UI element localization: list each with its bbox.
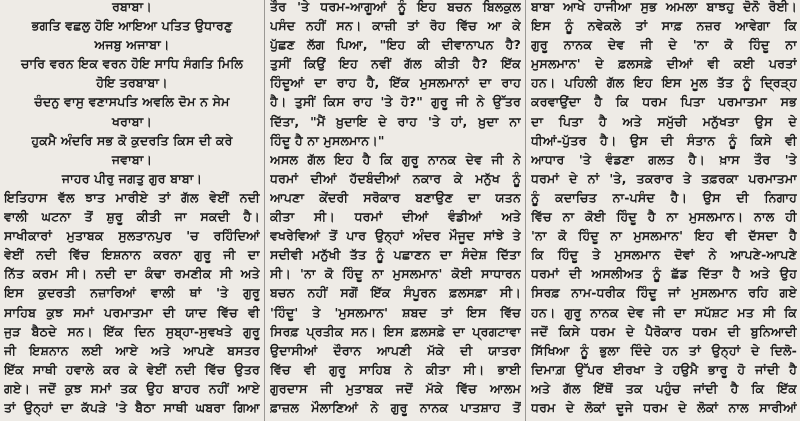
text-line: ਖਰਾਬਾ। bbox=[112, 113, 152, 129]
text-line: ਵਿੱਚ ਨਾ ਕੋਈ ਹਿੰਦੂ ਹੈ ਨਾ ਮੁਸਲਮਾਨ। ਨਾਲ ਹੀ bbox=[531, 209, 797, 225]
text-line: ਸਦੀਵੀ ਮਨੁੱਖੀ ਤੱਤ ਨੂੰ ਪਛਾਣਨ ਦਾ ਸੰਦੇਸ਼ ਦਿੱਤਾ bbox=[270, 247, 521, 263]
text-line: ਵਖਰੇਵਿਆਂ ਤੋਂ ਪਾਰ ਉਨ੍ਹਾਂ ਅੰਦਰ ਮੌਜੂਦ ਸਾਂਝੇ ਤੇ bbox=[270, 228, 521, 244]
text-line: ਜਾਹਰ ਪੀਰੁ ਜਗਤੁ ਗੁਰ ਬਾਬਾ। bbox=[61, 170, 203, 186]
text-line: ਤੁਸੀਂ ਕਿਉਂ ਇਹ ਨਵੀਂ ਗੱਲ ਕੀਤੀ ਹੈ? ਇੱਕ bbox=[270, 56, 521, 72]
text-line: ਹੈ। ਤੁਸੀਂ ਕਿਸ ਰਾਹ 'ਤੇ ਹੋ?" ਗੁਰੂ ਜੀ ਨੇ ਉੱਤਰ bbox=[270, 94, 521, 110]
text-line: ਮੁਸਲਮਾਨ' ਦੇ ਫ਼ਲਸਫ਼ੇ ਦੀਆਂ ਵੀ ਕਈ ਪਰਤਾਂ bbox=[531, 56, 797, 72]
text-line: ਉਦਾਸੀਆਂ ਦੌਰਾਨ ਆਪਣੀ ਮੱਕੇ ਦੀ ਯਾਤਰਾ bbox=[270, 342, 521, 358]
text-line: ਧਰਮ ਦੇ ਲੋਕਾਂ ਦੂਜੇ ਧਰਮ ਦੇ ਲੋਕਾਂ ਨਾਲ ਸਾਰੀਆਂ bbox=[531, 399, 797, 415]
text-line: ਸਿਰਫ਼ ਪ੍ਰਤੀਕ ਸਨ। ਇਸ ਫ਼ਲਸਫ਼ੇ ਦਾ ਪ੍ਰਗਟਾਵਾ bbox=[270, 323, 521, 339]
text-line: ਕਰਵਾਉਂਦਾ ਹੈ ਕਿ ਧਰਮ ਪਿਤਾ ਪਰਮਾਤਮਾ ਸਭ bbox=[531, 94, 797, 110]
text-line: ਜੁੜ ਬੈਠਦੇ ਸਨ। ਇੱਕ ਦਿਨ ਸੁਬ੍ਹਾ-ਸੁਵਖਤੇ ਗੁਰੂ bbox=[4, 323, 260, 339]
text-line: ਹਨ। ਪਹਿਲੀ ਗੱਲ ਇਹ ਇਸ ਮੂਲ ਤੱਤ ਨੂੰ ਦ੍ਰਿੜ੍ਹ bbox=[531, 75, 797, 91]
text-line: ਦਿੱਤਾ, "ਮੈਂ ਖ਼ੁਦਾਇ ਦੇ ਰਾਹ 'ਤੇ ਹਾਂ, ਖ਼ੁਦਾ ਨਾ bbox=[270, 113, 521, 129]
text-line: ਜਵਾਬਾ। bbox=[111, 151, 153, 167]
text-line: ਬਚਨ ਨਹੀਂ ਸਗੋਂ ਇੱਕ ਸੰਪੂਰਨ ਫ਼ਲਸਫ਼ਾ ਸੀ। bbox=[270, 285, 521, 301]
text-line: ਗਏ। ਜਦੋਂ ਕੁਝ ਸਮਾਂ ਤਕ ਉਹ ਬਾਹਰ ਨਹੀਂ ਆਏ bbox=[4, 380, 260, 396]
article-column-2 bbox=[270, 0, 521, 421]
text-line: 'ਨਾ ਕੋ ਹਿੰਦੂ ਨਾ ਮੁਸਲਮਾਨ' ਇਹ ਵੀ ਦੱਸਦਾ ਹੈ bbox=[531, 228, 797, 244]
text-line: ਹੋਇ ਤਰਬਾਬਾ। bbox=[96, 75, 168, 91]
text-line: ਜਦੋਂ ਕਿਸੇ ਧਰਮ ਦੇ ਪੈਰੋਕਾਰ ਧਰਮ ਦੀ ਬੁਨਿਆਦੀ bbox=[531, 323, 797, 339]
text-line: ਤਾਂ ਉਨ੍ਹਾਂ ਦਾ ਕੱਪੜੇ 'ਤੇ ਬੈਠਾ ਸਾਥੀ ਘਬਰਾ ਗਿਆ bbox=[4, 399, 260, 415]
text-line: ਇਸ ਕੁਦਰਤੀ ਨਜ਼ਾਰਿਆਂ ਵਾਲੀ ਥਾਂ 'ਤੇ ਗੁਰੂ bbox=[4, 285, 260, 301]
text-line: ਪਸੰਦ ਨਹੀਂ ਸਨ। ਕਾਜ਼ੀ ਤਾਂ ਰੋਹ ਵਿੱਚ ਆ ਕੇ bbox=[270, 18, 521, 34]
text-line: ਆਧਾਰ 'ਤੇ ਵੰਡਣਾ ਗਲਤ ਹੈ। ਖ਼ਾਸ ਤੌਰ 'ਤੇ bbox=[531, 151, 797, 167]
text-line: ਸਿਰਫ਼ ਨਾਮ-ਧਰੀਕ ਹਿੰਦੂ ਜਾਂ ਮੁਸਲਮਾਨ ਰਹਿ ਗਏ bbox=[531, 285, 797, 301]
text-line: ਸਾਖੀਕਾਰਾਂ ਮੁਤਾਬਕ ਸੁਲਤਾਨਪੁਰ 'ਚ ਰਹਿੰਦਿਆਂ bbox=[4, 228, 260, 244]
text-line: ਵੇਈਂ ਨਦੀ ਵਿੱਚ ਇਸ਼ਨਾਨ ਕਰਨਾ ਗੁਰੂ ਜੀ ਦਾ bbox=[4, 247, 260, 263]
text-line: ਨਿੱਤ ਕਰਮ ਸੀ। ਨਦੀ ਦਾ ਕੰਢਾ ਰਮਣੀਕ ਸੀ ਅਤੇ bbox=[4, 266, 260, 282]
text-line: ਹਿੰਦੂਆਂ ਦਾ ਰਾਹ ਹੈ, ਇੱਕ ਮੁਸਲਮਾਨਾਂ ਦਾ ਰਾਹ bbox=[270, 75, 521, 91]
text-line: ਪੁੱਛਣ ਲੱਗ ਪਿਆ, "ਇਹ ਕੀ ਦੀਵਾਨਾਪਨ ਹੈ? bbox=[270, 37, 521, 53]
text-line: ਦਿਮਾਗ਼ ਉੱਪਰ ਈਰਖਾ ਤੇ ਹਉਮੈ ਭਾਰੂ ਹੋ ਜਾਂਦੀ ਹੈ bbox=[531, 361, 797, 377]
text-line: ਇਤਿਹਾਸ ਵੱਲ ਝਾਤ ਮਾਰੀਏ ਤਾਂ ਗੱਲ ਵੇਈਂ ਨਦੀ bbox=[4, 189, 260, 205]
text-line: ਗੁਰੂ ਨਾਨਕ ਦੇਵ ਜੀ ਦੇ 'ਨਾ ਕੋ ਹਿੰਦੂ ਨਾ bbox=[531, 37, 797, 53]
text-line: ਧਰਮਾਂ ਦੇ ਨਾਂ 'ਤੇ, ਤਕਰਾਰ ਤੇ ਤਫ਼ਰਕਾ ਪਰਮਾਤਮਾ bbox=[531, 170, 797, 186]
text-line: ਹਨ। ਗੁਰੂ ਨਾਨਕ ਦੇਵ ਜੀ ਦਾ ਸਪੱਸ਼ਟ ਮਤ ਸੀ ਕਿ bbox=[531, 304, 797, 320]
text-line: ਇਸ ਨੂੰ ਨਵੇਕਲੇ ਤਾਂ ਸਾਫ਼ ਨਜ਼ਰ ਆਵੇਗਾ ਕਿ bbox=[531, 18, 797, 34]
text-line: ਕਿ ਹਿੰਦੂ ਤੇ ਮੁਸਲਮਾਨ ਦੋਵਾਂ ਨੇ ਆਪਣੇ-ਆਪਣੇ bbox=[531, 247, 797, 263]
text-line: ਫ਼ਾਜ਼ਲ ਮੌਲਾਣਿਆਂ ਨੇ ਗੁਰੂ ਨਾਨਕ ਪਾਤਸ਼ਾਹ ਤੋਂ bbox=[270, 399, 521, 415]
text-line: ਇੱਕ ਸਾਥੀ ਹਵਾਲੇ ਕਰ ਕੇ ਵੇਈਂ ਨਦੀ ਵਿੱਚ ਉਤਰ bbox=[4, 361, 260, 377]
text-line: ਸੀ। 'ਨਾ ਕੋ ਹਿੰਦੂ ਨਾ ਮੁਸਲਮਾਨ' ਕੋਈ ਸਾਧਾਰਨ bbox=[270, 266, 521, 282]
text-line: ਸਿੱਖਿਆ ਨੂੰ ਭੁਲਾ ਦਿੰਦੇ ਹਨ ਤਾਂ ਉਨ੍ਹਾਂ ਦੇ ਦਿਲੋ- bbox=[531, 342, 797, 358]
text-line: ਧਰਮਾਂ ਦੀ ਅਸਲੀਅਤ ਨੂੰ ਛੱਡ ਦਿੱਤਾ ਹੈ ਅਤੇ ਉਹ bbox=[531, 266, 797, 282]
text-line: ਅਸਲ ਗੱਲ ਇਹ ਹੈ ਕਿ ਗੁਰੂ ਨਾਨਕ ਦੇਵ ਜੀ ਨੇ bbox=[270, 151, 521, 167]
column-divider-1 bbox=[264, 0, 265, 421]
text-line: ਗੁਰਦਾਸ ਜੀ ਮੁਤਾਬਕ ਜਦੋਂ ਮੱਕੇ ਵਿੱਚ ਆਲਮ bbox=[270, 380, 521, 396]
text-line: ਅਜਬੁ ਅਜਾਬਾ। bbox=[94, 37, 170, 53]
text-line: ਚੰਦਨੁ ਵਾਸੁ ਵਣਾਸਪਤਿ ਅਵਲਿ ਦੋਮ ਨ ਸੇਮ bbox=[34, 94, 230, 110]
text-line: ਜੀ ਇਸ਼ਨਾਨ ਲਈ ਆਏ ਅਤੇ ਆਪਣੇ ਬਸਤਰ bbox=[4, 342, 260, 358]
text-line: ਹੁਕਮੈ ਅੰਦਰਿ ਸਭ ਕੋ ਕੁਦਰਤਿ ਕਿਸ ਦੀ ਕਰੇ bbox=[31, 132, 233, 148]
text-line: ਵਾਲੀ ਘਟਨਾ ਤੋਂ ਸ਼ੁਰੂ ਕੀਤੀ ਜਾ ਸਕਦੀ ਹੈ। bbox=[4, 209, 260, 225]
text-line: ਚਾਰਿ ਵਰਨ ਇਕ ਵਰਨ ਹੋਇ ਸਾਧਿ ਸੰਗਤਿ ਮਿਲਿ bbox=[20, 56, 244, 72]
text-line: ਆਪਣਾ ਕੇਂਦਰੀ ਸਰੋਕਾਰ ਬਣਾਉਣ ਦਾ ਯਤਨ bbox=[270, 189, 521, 205]
column-divider-2 bbox=[525, 0, 526, 421]
article-column-3 bbox=[531, 0, 797, 421]
text-line: ਰਬਾਬਾ। bbox=[112, 0, 152, 14]
text-line: ਧੀਆਂ-ਪੁੱਤਰ ਹੈ। ਉਸ ਦੀ ਸੰਤਾਨ ਨੂੰ ਕਿਸੇ ਵੀ bbox=[531, 132, 797, 148]
text-line: ਨੂੰ ਕਦਾਚਿਤ ਨਾ-ਪਸੰਦ ਹੈ। ਉਸ ਦੀ ਨਿਗਾਹ bbox=[531, 189, 797, 205]
text-line: ਅਤੇ ਗੱਲ ਇੱਥੋਂ ਤਕ ਪਹੁੰਚ ਜਾਂਦੀ ਹੈ ਕਿ ਇੱਕ bbox=[531, 380, 797, 396]
text-line: ਭਗਤਿ ਵਛਲੁ ਹੋਇ ਆਇਆ ਪਤਿਤ ਉਧਾਰਣੁ bbox=[31, 18, 233, 34]
text-line: ਧਰਮਾਂ ਦੀਆਂ ਹੱਦਬੰਦੀਆਂ ਨਕਾਰ ਕੇ ਮਨੁੱਖ ਨੂੰ bbox=[270, 170, 521, 186]
article-column-1 bbox=[4, 0, 260, 421]
text-line: ਦਾ ਪਿਤਾ ਹੈ ਅਤੇ ਸਮੁੱਚੀ ਮਨੁੱਖਤਾ ਉਸ ਦੇ bbox=[531, 113, 797, 129]
text-line: ਬਾਬਾ ਆਖੇ ਹਾਜੀਆ ਸੁਭ ਅਮਲਾ ਬਾਝਹੁ ਦੋਨੋ ਰੋਈ। bbox=[531, 0, 797, 14]
text-line: ਸਾਹਿਬ ਕੁਝ ਸਮਾਂ ਪਰਮਾਤਮਾ ਦੀ ਯਾਦ ਵਿੱਚ ਵੀ bbox=[4, 304, 260, 320]
text-line: ਹਿੰਦੂ ਹੈ ਨਾ ਮੁਸਲਮਾਨ।" bbox=[270, 132, 385, 148]
text-line: ਕੀਤਾ ਸੀ। ਧਰਮਾਂ ਦੀਆਂ ਵੰਡੀਆਂ ਅਤੇ bbox=[270, 209, 521, 225]
text-line: 'ਹਿੰਦੂ' ਤੇ 'ਮੁਸਲਮਾਨ' ਸ਼ਬਦ ਤਾਂ ਇਸ ਵਿੱਚ bbox=[270, 304, 521, 320]
text-line: ਤੌਰ 'ਤੇ ਧਰਮ-ਆਗੂਆਂ ਨੂੰ ਇਹ ਬਚਨ ਬਿਲਕੁਲ bbox=[270, 0, 521, 14]
text-line: ਵਿੱਚ ਵੀ ਗੁਰੂ ਸਾਹਿਬ ਨੇ ਕੀਤਾ ਸੀ। ਭਾਈ bbox=[270, 361, 521, 377]
